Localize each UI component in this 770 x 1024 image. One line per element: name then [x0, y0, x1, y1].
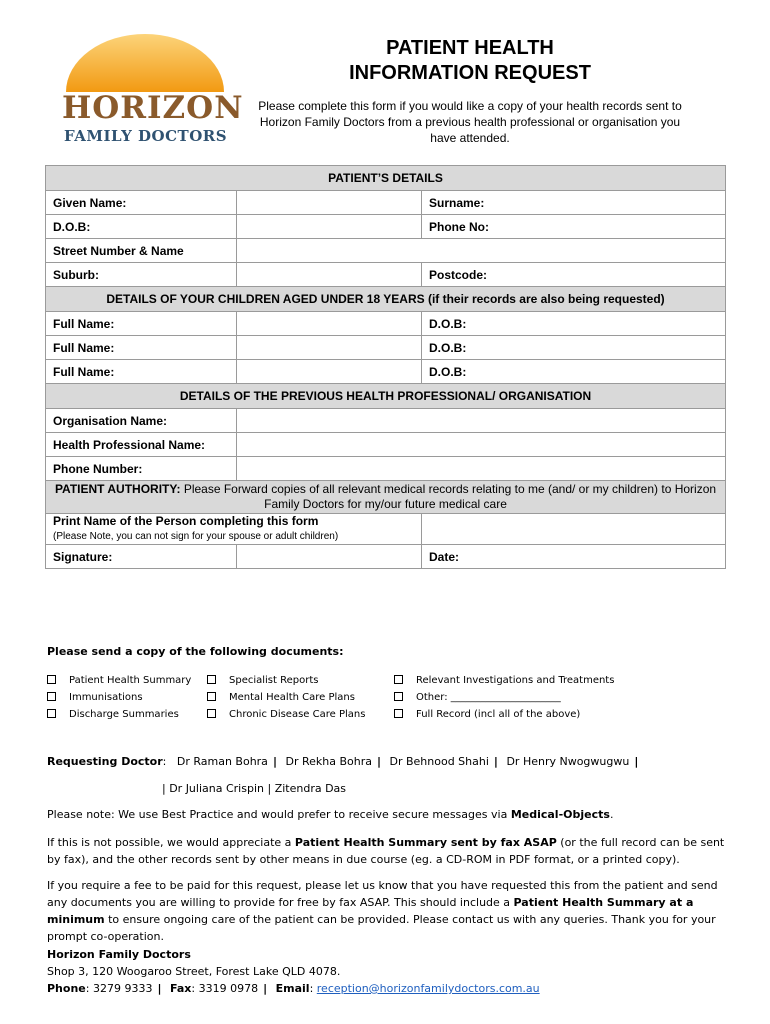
phone-number-label: Phone Number: [46, 457, 237, 481]
doctor-name: Zitendra Das [274, 782, 347, 795]
checkbox-relevant-investigations[interactable]: Relevant Investigations and Treatments [394, 675, 614, 686]
contact-phone: 3279 9333 [92, 982, 153, 995]
checkbox-icon [47, 675, 56, 684]
health-professional-field[interactable] [237, 433, 726, 457]
doctor-name: Dr Henry Nwogwugwu [506, 755, 630, 768]
street-label: Street Number & Name [46, 239, 237, 263]
child-name-field[interactable] [237, 312, 422, 336]
dob-label: D.O.B: [46, 215, 237, 239]
print-name-input[interactable] [422, 514, 726, 545]
authority-text: Please Forward copies of all relevant medical records relating to me (and/ or my children) to Horizon Family Doctors for my/our future medical care [180, 482, 717, 511]
contact-name: Horizon Family Doctors [47, 948, 191, 961]
surname-field[interactable] [422, 191, 726, 215]
brand-name: HORIZON [62, 90, 244, 126]
child-dob-label: D.O.B: [429, 316, 467, 331]
checkbox-icon [47, 709, 56, 718]
checkbox-icon [394, 692, 403, 701]
print-note: (Please Note, you can not sign for your spouse or adult children) [53, 531, 339, 542]
patient-authority [46, 481, 726, 514]
phone-label: Phone No: [429, 219, 489, 234]
checkbox-other[interactable]: Other: ______________________ [394, 692, 561, 703]
contact-email-link[interactable]: reception@horizonfamilydoctors.com.au [316, 982, 540, 995]
child-name-field[interactable] [237, 336, 422, 360]
postcode-field[interactable] [422, 263, 726, 287]
checkbox-patient-health-summary[interactable]: Patient Health Summary [47, 675, 191, 686]
child-dob-label: D.O.B: [429, 340, 467, 355]
organisation-name-label: Organisation Name: [46, 409, 237, 433]
checkbox-icon [207, 692, 216, 701]
doctor-name: Dr Behnood Shahi [389, 755, 489, 768]
suburb-label: Suburb: [46, 263, 237, 287]
suburb-field[interactable] [237, 263, 422, 287]
checkbox-full-record[interactable]: Full Record (incl all of the above) [394, 709, 580, 720]
health-professional-label: Health Professional Name: [46, 433, 237, 457]
child-dob-field[interactable] [422, 312, 726, 336]
signature-label: Signature: [46, 545, 237, 569]
requesting-doctor-label: Requesting Doctor [47, 755, 163, 768]
note-best-practice: Please note: We use Best Practice and would prefer to receive secure messages via Medical-Objects. [47, 808, 614, 821]
doctor-name: Dr Rekha Bohra [285, 755, 372, 768]
patients-details-header: PATIENT’S DETAILS [46, 166, 726, 191]
child-dob-label: D.O.B: [429, 364, 467, 379]
child-name-label: Full Name: [46, 360, 237, 384]
checkbox-discharge-summaries[interactable]: Discharge Summaries [47, 709, 179, 720]
checkbox-icon [394, 675, 403, 684]
requesting-doctors-continued: | Dr Juliana Crispin | Zitendra Das [162, 782, 347, 795]
print-name-field[interactable]: Print Name of the Person completing this form (Please Note, you can not sign for your spouse or adult children) [46, 514, 422, 545]
surname-label: Surname: [429, 195, 485, 210]
date-field[interactable] [422, 545, 726, 569]
checkbox-icon [207, 675, 216, 684]
phone-number-field[interactable] [237, 457, 726, 481]
note-fee: If you require a fee to be paid for this request, please let us know that you have requested this from the patient and send any documents you are willing to provide for free by fax ASAP. This should include a Patient Health Summary at a minimum to ensure ongoing care of the patient can be provided. Please contact us with any queries. Thank you for your prompt co-operation. [47, 879, 718, 943]
child-dob-field[interactable] [422, 360, 726, 384]
child-name-field[interactable] [237, 360, 422, 384]
child-name-label: Full Name: [46, 336, 237, 360]
requesting-doctors: Requesting Doctor: Dr Raman Bohra | Dr Rekha Bohra | Dr Behnood Shahi | Dr Henry Nwogwugwu | [47, 755, 639, 768]
checkbox-icon [207, 709, 216, 718]
checkbox-immunisations[interactable]: Immunisations [47, 692, 143, 703]
contact-block: Horizon Family Doctors Shop 3, 120 Woogaroo Street, Forest Lake QLD 4078. Phone: 3279 9333 | Fax: 3319 0978 | Email: reception@horizonfamilydoctors.com.au [47, 946, 727, 997]
checkbox-icon [394, 709, 403, 718]
contact-address: Shop 3, 120 Woogaroo Street, Forest Lake QLD 4078. [47, 965, 341, 978]
checkbox-icon [47, 692, 56, 701]
doctor-name: Dr Raman Bohra [176, 755, 268, 768]
signature-field[interactable] [237, 545, 422, 569]
date-label: Date: [429, 549, 460, 564]
children-header: DETAILS OF YOUR CHILDREN AGED UNDER 18 YEARS (if their records are also being requested) [46, 287, 726, 312]
note-fax: If this is not possible, we would appreciate a Patient Health Summary sent by fax ASAP (or the full record can be sent by fax), and the other records sent by other means in due course (eg. a CD-ROM in PDF format, or a printed copy). [47, 836, 725, 866]
documents-heading: Please send a copy of the following documents: [47, 645, 344, 658]
given-name-field[interactable] [237, 191, 422, 215]
checkbox-mental-health-care-plans[interactable]: Mental Health Care Plans [207, 692, 355, 703]
intro-text: Please complete this form if you would like a copy of your health records sent to Horizon Family Doctors from a previous health professional or organisation you have attended. [258, 99, 682, 145]
given-name-label: Given Name: [46, 191, 237, 215]
child-dob-field[interactable] [422, 336, 726, 360]
postcode-label: Postcode: [429, 267, 488, 282]
brand-subtitle: FAMILY DOCTORS [64, 127, 228, 145]
checkbox-chronic-disease-care-plans[interactable]: Chronic Disease Care Plans [207, 709, 365, 720]
previous-provider-header: DETAILS OF THE PREVIOUS HEALTH PROFESSIONAL/ ORGANISATION [46, 384, 726, 409]
dob-field[interactable] [237, 215, 422, 239]
page-title: PATIENT HEALTH INFORMATION REQUEST [349, 37, 591, 84]
checkbox-specialist-reports[interactable]: Specialist Reports [207, 675, 318, 686]
child-name-label: Full Name: [46, 312, 237, 336]
organisation-name-field[interactable] [237, 409, 726, 433]
print-name-label: Name of the Person completing this form [83, 514, 319, 528]
authority-label: PATIENT AUTHORITY: [54, 482, 181, 496]
street-field[interactable] [237, 239, 726, 263]
phone-field[interactable] [422, 215, 726, 239]
doctor-name: Dr Juliana Crispin [169, 782, 264, 795]
contact-fax: 3319 0978 [198, 982, 259, 995]
request-form [45, 165, 726, 569]
